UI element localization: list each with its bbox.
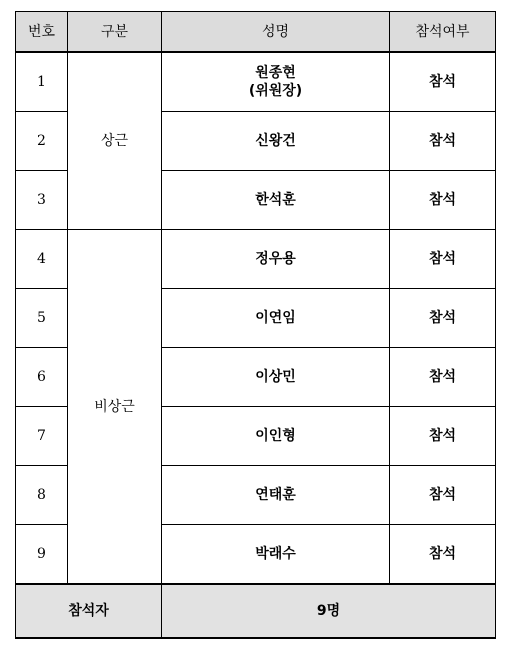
row-number: 6 [16,348,68,407]
header-attendance: 참석여부 [390,12,496,53]
attendance-table [15,11,496,639]
attendance-status: 참석 [390,289,496,348]
attendee-count: 9명 [162,584,496,638]
attendance-status: 참석 [390,348,496,407]
row-number: 8 [16,466,68,525]
header-name: 성명 [162,12,390,53]
row-number: 4 [16,230,68,289]
table-row [16,230,496,289]
member-name: 연태훈 [162,466,390,525]
member-name: 정우용 [162,230,390,289]
member-name: 이연임 [162,289,390,348]
member-name: 박래수 [162,525,390,585]
footer-row [16,584,496,638]
header-row [16,12,496,53]
attendee-label: 참석자 [16,584,162,638]
attendance-status: 참석 [390,171,496,230]
attendance-status: 참석 [390,112,496,171]
header-category: 구분 [68,12,162,53]
attendance-status: 참석 [390,525,496,585]
member-name: 한석훈 [162,171,390,230]
group-fulltime: 상근 [68,52,162,230]
member-name: 신왕건 [162,112,390,171]
attendance-status: 참석 [390,407,496,466]
member-name: 원종현 [255,65,296,81]
attendance-status: 참석 [390,466,496,525]
row-number: 1 [16,52,68,112]
group-nonfulltime: 비상근 [68,230,162,585]
row-number: 3 [16,171,68,230]
header-number: 번호 [16,12,68,53]
row-number: 2 [16,112,68,171]
attendance-status: 참석 [390,230,496,289]
row-number: 7 [16,407,68,466]
row-number: 9 [16,525,68,585]
member-name: 이인형 [162,407,390,466]
row-number: 5 [16,289,68,348]
member-name: 이상민 [162,348,390,407]
table-row [16,52,496,112]
attendance-status: 참석 [390,52,496,112]
member-role: (위원장) [248,83,303,99]
member-name-cell [162,52,390,112]
